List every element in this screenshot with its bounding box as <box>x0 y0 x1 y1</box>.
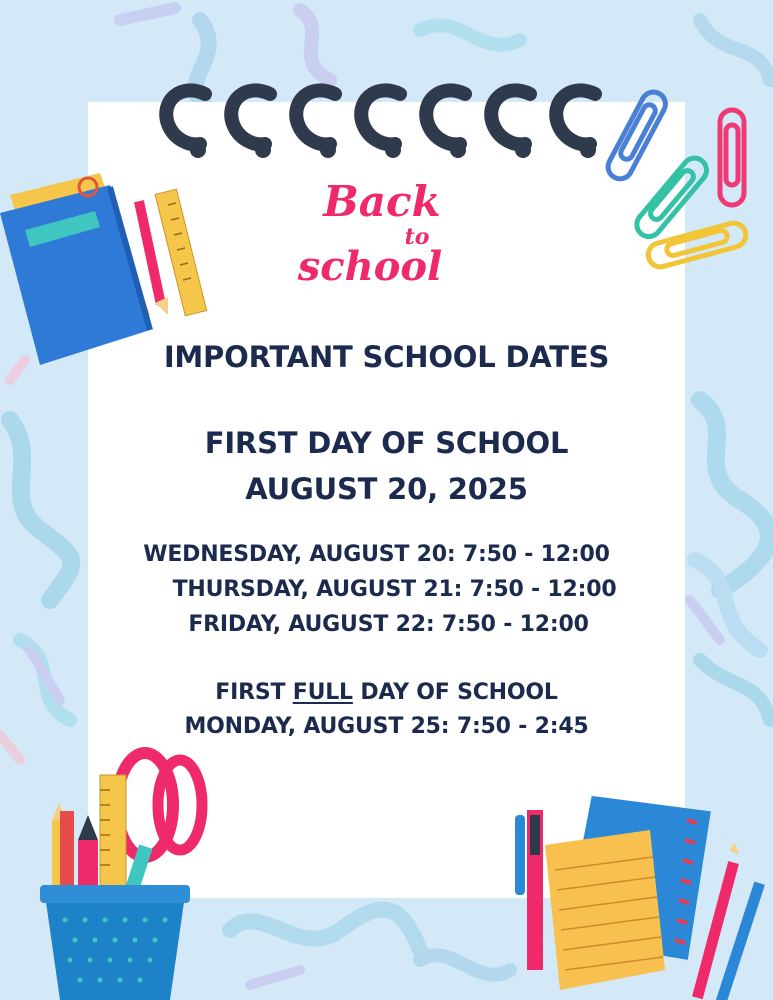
paperclip-icon <box>600 80 773 280</box>
binder-rings <box>150 72 610 167</box>
logo-school: school <box>297 243 443 290</box>
full-title-suffix: DAY OF SCHOOL <box>352 680 558 705</box>
first-full-day-title <box>88 680 685 705</box>
first-full-day-date: MONDAY, AUGUST 25: 7:50 - 2:45 <box>184 714 589 739</box>
back-to-school-logo <box>282 168 482 298</box>
notebook-icon <box>0 165 215 370</box>
logo-back: Back <box>323 177 441 226</box>
schedule-line-wednesday: WEDNESDAY, AUGUST 20: 7:50 - 12:00 <box>143 542 610 567</box>
first-day-title: FIRST DAY OF SCHOOL <box>204 426 569 460</box>
full-title-emphasis: FULL <box>292 680 353 705</box>
pencil-cup-icon <box>40 745 215 1000</box>
page-title: IMPORTANT SCHOOL DATES <box>163 340 610 374</box>
first-day-date: AUGUST 20, 2025 <box>245 472 528 506</box>
notebook-pencils-icon <box>515 785 773 1000</box>
schedule-line-friday: FRIDAY, AUGUST 22: 7:50 - 12:00 <box>188 612 589 637</box>
full-title-prefix: FIRST <box>215 680 293 705</box>
schedule-line-thursday: THURSDAY, AUGUST 21: 7:50 - 12:00 <box>172 577 617 602</box>
logo-to: to <box>404 224 430 250</box>
